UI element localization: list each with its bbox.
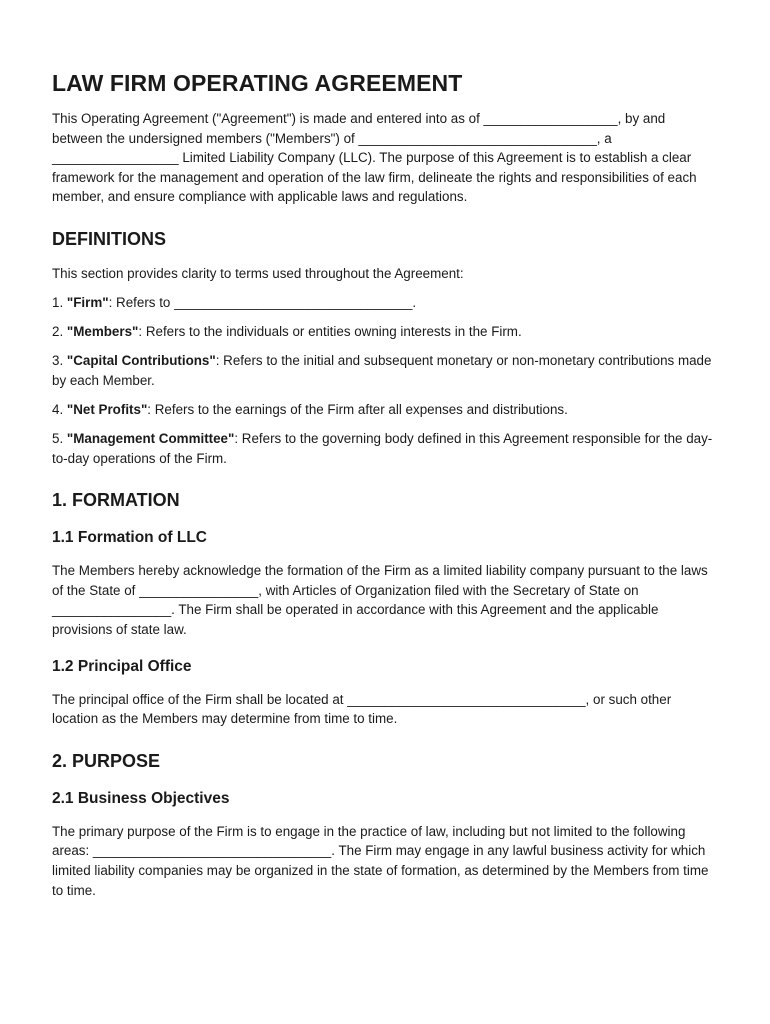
document-title: LAW FIRM OPERATING AGREEMENT [52,70,463,96]
definition-term: "Capital Contributions" [66,353,216,369]
definition-term: "Management Committee" [66,431,235,447]
principal-office-heading: 1.2 Principal Office [52,657,192,675]
definition-term: "Members" [66,324,139,340]
definition-term: "Net Profits" [66,401,148,417]
formation-heading: 1. FORMATION [52,490,180,511]
definition-item: 2. "Members": Refers to the individuals or entities owning interests in the Firm. [52,324,522,340]
definition-item: 3. "Capital Contributions": Refers to the initial and subsequent monetary or non-monetary contributions made by each Member. [52,353,712,388]
definition-term: "Firm" [66,295,109,311]
definitions-heading: DEFINITIONS [52,228,167,249]
definitions-intro: This section provides clarity to terms used throughout the Agreement: [52,265,464,281]
purpose-heading: 2. PURPOSE [52,750,161,771]
formation-of-llc-text: The Members hereby acknowledge the formation of the Firm as a limited liability company pursuant to the laws of the State of ________________, with Articles of Organization filed with the Secretary of State on ________________. The Firm shall be operated in accordance with this Agreement and the applicable provisions of state law. [52,563,708,637]
intro-paragraph: This Operating Agreement ("Agreement") is made and entered into as of __________________, by and between the undersigned members ("Members") of ________________________________, a _________________ Limited Liability Company (LLC). The purpose of this Agreement is to establish a clear framework for the management and operation of the law firm, delineate the rights and responsibilities of each member, and ensure compliance with applicable laws and regulations. [52,111,697,205]
definition-item: 5. "Management Committee": Refers to the governing body defined in this Agreement responsible for the day-to-day operations of the Firm. [52,431,713,466]
definition-item: 4. "Net Profits": Refers to the earnings of the Firm after all expenses and distributions. [52,401,568,417]
formation-of-llc-heading: 1.1 Formation of LLC [52,529,207,547]
principal-office-text: The principal office of the Firm shall be located at ________________________________, or such other location as the Members may determine from time to time. [52,691,672,727]
business-objectives-heading: 2.1 Business Objectives [52,789,230,807]
business-objectives-text: The primary purpose of the Firm is to engage in the practice of law, including but not limited to the following areas: ________________________________. The Firm may engage in any lawful business activity for which limited liability companies may be organized in the state of formation, as determined by the Members from time to time. [52,823,709,898]
definition-item: 1. "Firm": Refers to ________________________________. [52,295,417,311]
